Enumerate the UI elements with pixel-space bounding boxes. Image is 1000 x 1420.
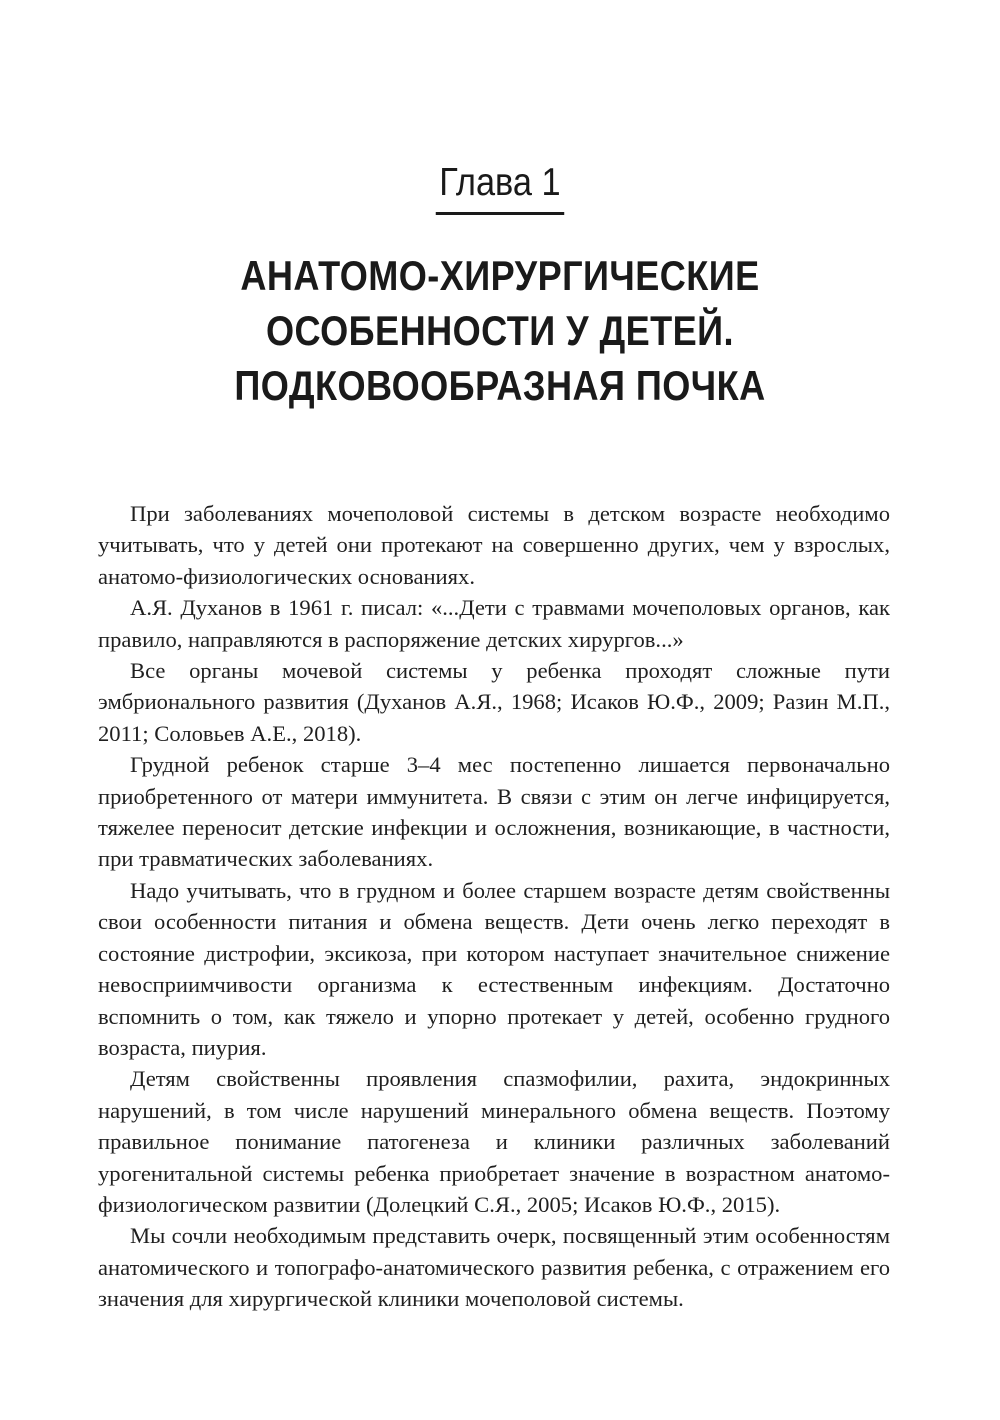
chapter-title-line-1: АНАТОМО-ХИРУРГИЧЕСКИЕ [240,252,760,299]
chapter-title-line-3: ПОДКОВООБРАЗНАЯ ПОЧКА [234,362,766,409]
paragraph-4: Грудной ребенок старше 3–4 мес постепенно лишается первоначально приобретенного от матери иммунитета. В связи с этим он легче инфицируется, тяжелее переносит детские инфекции и осложнения, возникающие, в частности, при травматических заболеваниях. [98,752,890,872]
chapter-title [0,248,1000,413]
chapter-title-line-2: ОСОБЕННОСТИ У ДЕТЕЙ. [265,307,735,354]
chapter-label: Глава 1 [436,158,564,215]
chapter-label-container [0,158,1000,215]
paragraph-6: Детям свойственны проявления спазмофилии, рахита, эндокринных нарушений, в том числе нарушений минерального обмена веществ. Поэтому правильное понимание патогенеза и клиники различных заболеваний урогенитальной системы ребенка приобретает значение в возрастном анатомо-физиологическом развитии (Долецкий С.Я., 2005; Исаков Ю.Ф., 2015). [98,1066,890,1217]
paragraph-7: Мы сочли необходимым представить очерк, посвященный этим особенностям анатомического и топографо-анатомического развития ребенка, с отражением его значения для хирургической клиники мочеполовой системы. [98,1223,890,1312]
paragraph-1: При заболеваниях мочеполовой системы в детском возрасте необходимо учитывать, что у детей они протекают на совершенно других, чем у взрослых, анатомо-физиологических основаниях. [98,501,890,589]
paragraph-2: А.Я. Духанов в 1961 г. писал: «...Дети с травмами мочеполовых органов, как правило, направляются в распоряжение детских хирургов...» [98,595,890,652]
paragraph-3: Все органы мочевой системы у ребенка проходят сложные пути эмбрионального развития (Духанов А.Я., 1968; Исаков Ю.Ф., 2009; Разин М.П., 2011; Соловьев А.Е., 2018). [98,658,890,746]
paragraph-5: Надо учитывать, что в грудном и более старшем возрасте детям свойственны свои особенности питания и обмена веществ. Дети очень легко переходят в состояние дистрофии, эксикоза, при котором наступает значительное снижение невосприимчивости организма к естественным инфекциям. Достаточно вспомнить о том, как тяжело и упорно протекает у детей, особенно грудного возраста, пиурия. [98,877,890,1060]
body-text [98,498,890,1315]
